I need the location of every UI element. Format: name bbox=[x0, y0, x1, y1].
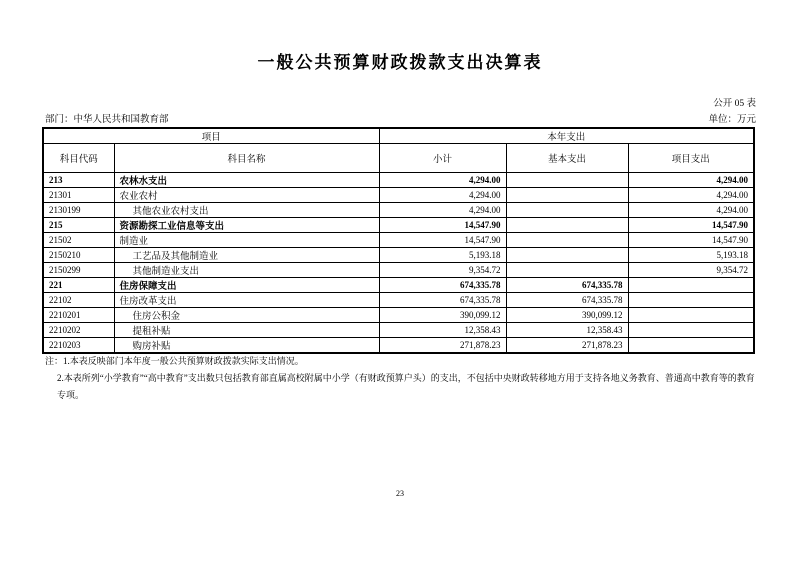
cell-basic bbox=[506, 248, 628, 263]
cell-project: 4,294.00 bbox=[628, 188, 754, 203]
table-row bbox=[43, 173, 754, 188]
cell-subtotal: 14,547.90 bbox=[379, 218, 506, 233]
table-row bbox=[43, 263, 754, 278]
cell-name: 提租补贴 bbox=[114, 323, 379, 338]
header-col-subtotal: 小计 bbox=[379, 144, 506, 173]
cell-subtotal: 4,294.00 bbox=[379, 173, 506, 188]
cell-name: 住房保障支出 bbox=[114, 278, 379, 293]
table-row bbox=[43, 278, 754, 293]
header-group-current-year: 本年支出 bbox=[379, 128, 754, 144]
cell-project bbox=[628, 323, 754, 338]
cell-basic bbox=[506, 188, 628, 203]
table-row bbox=[43, 308, 754, 323]
cell-subtotal: 5,193.18 bbox=[379, 248, 506, 263]
cell-basic bbox=[506, 218, 628, 233]
page-number: 23 bbox=[396, 489, 404, 498]
cell-subtotal: 674,335.78 bbox=[379, 278, 506, 293]
cell-code: 2130199 bbox=[43, 203, 114, 218]
cell-project bbox=[628, 308, 754, 323]
cell-code: 221 bbox=[43, 278, 114, 293]
budget-table bbox=[42, 127, 755, 354]
cell-name: 其他农业农村支出 bbox=[114, 203, 379, 218]
cell-code: 2150210 bbox=[43, 248, 114, 263]
table-row bbox=[43, 323, 754, 338]
cell-basic: 12,358.43 bbox=[506, 323, 628, 338]
header-group-item: 项目 bbox=[43, 128, 379, 144]
cell-name: 住房公积金 bbox=[114, 308, 379, 323]
cell-subtotal: 4,294.00 bbox=[379, 203, 506, 218]
cell-project: 4,294.00 bbox=[628, 173, 754, 188]
cell-code: 213 bbox=[43, 173, 114, 188]
table-row bbox=[43, 233, 754, 248]
department-label: 部门：中华人民共和国教育部 bbox=[45, 115, 169, 125]
cell-project bbox=[628, 278, 754, 293]
cell-project bbox=[628, 293, 754, 308]
cell-code: 22102 bbox=[43, 293, 114, 308]
header-col-project: 项目支出 bbox=[628, 144, 754, 173]
cell-basic bbox=[506, 203, 628, 218]
cell-code: 2210203 bbox=[43, 338, 114, 354]
cell-basic: 271,878.23 bbox=[506, 338, 628, 354]
header-col-basic: 基本支出 bbox=[506, 144, 628, 173]
cell-code: 21301 bbox=[43, 188, 114, 203]
cell-basic: 674,335.78 bbox=[506, 278, 628, 293]
form-code-label: 公开 05 表 bbox=[713, 99, 756, 109]
table-row bbox=[43, 218, 754, 233]
cell-code: 215 bbox=[43, 218, 114, 233]
unit-label: 单位：万元 bbox=[708, 115, 756, 125]
cell-subtotal: 12,358.43 bbox=[379, 323, 506, 338]
table-row bbox=[43, 188, 754, 203]
table-header-columns-row bbox=[43, 144, 754, 173]
cell-name: 购房补贴 bbox=[114, 338, 379, 354]
cell-code: 2210202 bbox=[43, 323, 114, 338]
cell-subtotal: 674,335.78 bbox=[379, 293, 506, 308]
header-col-code: 科目代码 bbox=[43, 144, 114, 173]
table-row bbox=[43, 293, 754, 308]
cell-basic bbox=[506, 263, 628, 278]
table-header-group-row bbox=[43, 128, 754, 144]
cell-subtotal: 14,547.90 bbox=[379, 233, 506, 248]
cell-code: 2210201 bbox=[43, 308, 114, 323]
cell-name: 制造业 bbox=[114, 233, 379, 248]
table-row bbox=[43, 203, 754, 218]
cell-basic bbox=[506, 233, 628, 248]
cell-subtotal: 4,294.00 bbox=[379, 188, 506, 203]
cell-project: 5,193.18 bbox=[628, 248, 754, 263]
cell-project: 9,354.72 bbox=[628, 263, 754, 278]
cell-name: 工艺品及其他制造业 bbox=[114, 248, 379, 263]
cell-project: 4,294.00 bbox=[628, 203, 754, 218]
page-title: 一般公共预算财政拨款支出决算表 bbox=[257, 53, 543, 72]
cell-project: 14,547.90 bbox=[628, 218, 754, 233]
cell-name: 其他制造业支出 bbox=[114, 263, 379, 278]
cell-code: 21502 bbox=[43, 233, 114, 248]
cell-project: 14,547.90 bbox=[628, 233, 754, 248]
cell-subtotal: 271,878.23 bbox=[379, 338, 506, 354]
cell-name: 农业农村 bbox=[114, 188, 379, 203]
cell-subtotal: 390,099.12 bbox=[379, 308, 506, 323]
table-row bbox=[43, 248, 754, 263]
table-row bbox=[43, 338, 754, 354]
cell-name: 农林水支出 bbox=[114, 173, 379, 188]
header-col-name: 科目名称 bbox=[114, 144, 379, 173]
cell-subtotal: 9,354.72 bbox=[379, 263, 506, 278]
cell-basic bbox=[506, 173, 628, 188]
note-line-2: 2.本表所列“小学教育”“高中教育”支出数只包括教育部直属高校附属中小学（有财政预算户头）的支出，不包括中央财政转移地方用于支持各地义务教育、普通高中教育等的教育专项。 bbox=[57, 373, 755, 400]
cell-basic: 390,099.12 bbox=[506, 308, 628, 323]
table-notes bbox=[45, 353, 757, 404]
cell-code: 2150299 bbox=[43, 263, 114, 278]
cell-project bbox=[628, 338, 754, 354]
cell-name: 资源勘探工业信息等支出 bbox=[114, 218, 379, 233]
meta-row bbox=[45, 111, 756, 125]
cell-name: 住房改革支出 bbox=[114, 293, 379, 308]
cell-basic: 674,335.78 bbox=[506, 293, 628, 308]
note-line-1: 注：1.本表反映部门本年度一般公共预算财政拨款实际支出情况。 bbox=[45, 356, 304, 366]
